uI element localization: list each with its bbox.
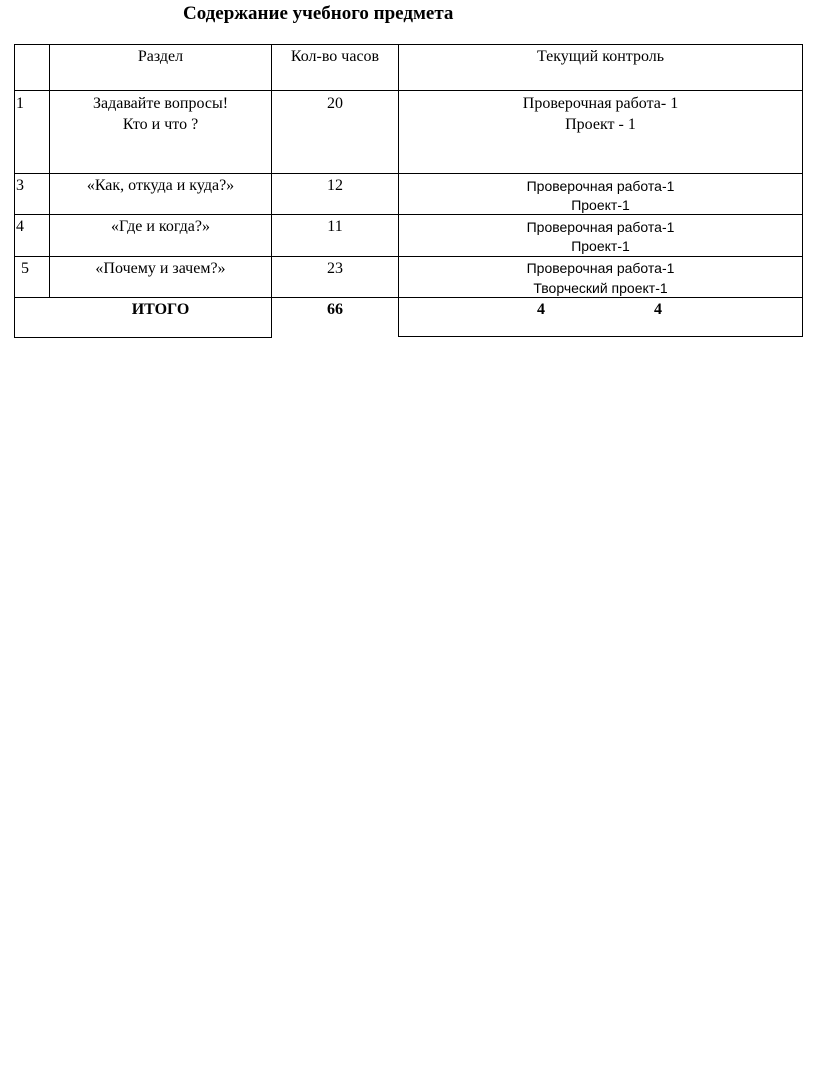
row-section: Кто и что ?: [122, 116, 199, 133]
row-section: «Почему и зачем?»: [95, 260, 226, 277]
table-rule: [14, 44, 15, 338]
header-section: Раздел: [137, 48, 184, 65]
row-hours: 23: [327, 260, 343, 277]
row-control: Проект-1: [571, 238, 630, 254]
row-control: Проверочная работа-1: [526, 260, 675, 276]
row-number: 3: [16, 177, 24, 194]
row-hours: 11: [327, 218, 343, 235]
row-control: Творческий проект-1: [533, 280, 668, 296]
row-hours: 20: [327, 95, 343, 112]
row-number: 4: [16, 218, 24, 235]
table-rule: [14, 337, 272, 338]
total-hours: 66: [327, 301, 343, 318]
table-rule: [14, 173, 803, 174]
page-title: Содержание учебного предмета: [183, 3, 454, 24]
row-control: Проверочная работа-1: [526, 219, 675, 235]
table-rule: [14, 90, 803, 91]
header-control: Текущий контроль: [536, 48, 665, 65]
row-control: Проект - 1: [565, 116, 636, 133]
table-rule: [398, 336, 803, 337]
row-control: Проект-1: [571, 197, 630, 213]
table-rule: [14, 44, 803, 45]
row-section: Задавайте вопросы!: [92, 95, 229, 112]
table-rule: [802, 44, 803, 337]
total-control-a: 4: [537, 301, 545, 318]
header-hours: Кол-во часов: [290, 48, 380, 65]
total-label: ИТОГО: [131, 301, 190, 318]
row-number: 1: [16, 95, 24, 112]
row-control: Проверочная работа- 1: [522, 95, 679, 112]
row-control: Проверочная работа-1: [526, 178, 675, 194]
row-hours: 12: [327, 177, 343, 194]
table-rule: [14, 256, 803, 257]
row-section: «Как, откуда и куда?»: [86, 177, 235, 194]
total-control-b: 4: [654, 301, 662, 318]
row-section: «Где и когда?»: [111, 218, 210, 235]
row-number: 5: [21, 260, 29, 277]
